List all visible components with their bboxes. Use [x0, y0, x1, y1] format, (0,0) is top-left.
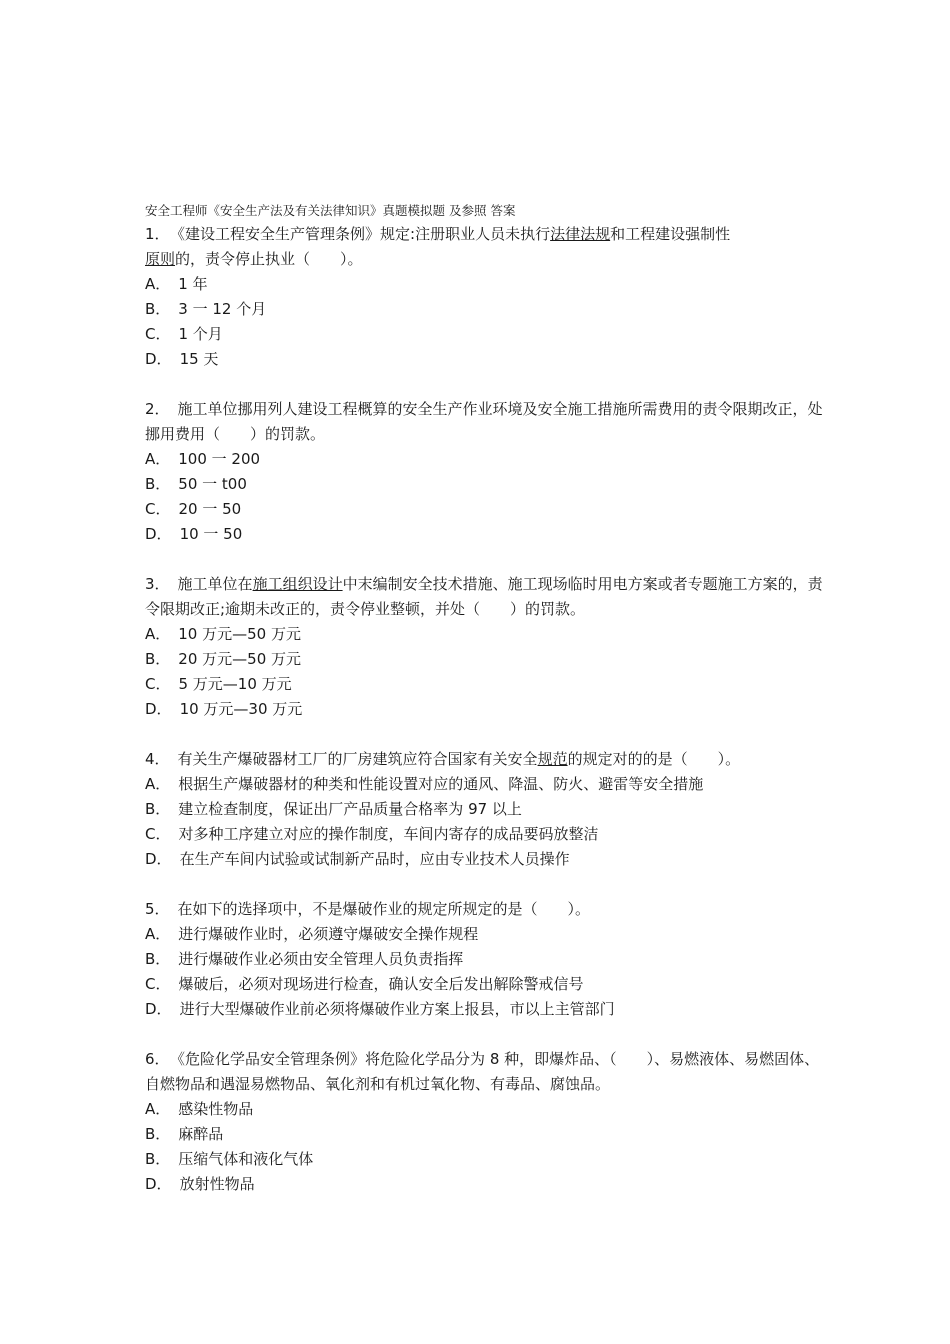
- question-1: [145, 222, 825, 372]
- option-b: [145, 472, 825, 497]
- option-b: [145, 1122, 825, 1147]
- option-letter: C．: [145, 825, 171, 843]
- option-a: [145, 772, 825, 797]
- option-text: 1 年: [178, 275, 208, 293]
- stem-link-yuanze[interactable]: 原则: [145, 250, 176, 268]
- stem-text: 在如下的选择项中，不是爆破作业的规定所规定的是（ ）。: [177, 900, 591, 918]
- option-letter: B．: [145, 1125, 171, 1143]
- question-4: [145, 747, 825, 872]
- option-letter: D．: [145, 850, 172, 868]
- stem-text: 中末编制安全技术措施、施工现场临时用电方案或者专题施工方案的，责令限期改正;逾期未改正的，责令停业整顿，并处（ ）的罚款。: [145, 575, 823, 618]
- option-a: [145, 447, 825, 472]
- option-text: 放射性物品: [179, 1175, 255, 1193]
- option-text: 100 一 200: [178, 450, 261, 468]
- stem-text: 的，责令停止执业（ ）。: [175, 250, 363, 268]
- option-d: [145, 847, 825, 872]
- option-text: 根据生产爆破器材的种类和性能设置对应的通风、降温、防火、避雷等安全措施: [178, 775, 704, 793]
- option-b: [145, 647, 825, 672]
- option-letter: B．: [145, 300, 171, 318]
- option-text: 10 万元—50 万元: [178, 625, 301, 643]
- option-text: 5 万元—10 万元: [178, 675, 292, 693]
- option-letter: A．: [145, 775, 171, 793]
- option-a: [145, 622, 825, 647]
- option-text: 1 个月: [178, 325, 223, 343]
- option-letter: D．: [145, 1175, 172, 1193]
- option-b: [145, 797, 825, 822]
- option-text: 麻醉品: [178, 1125, 224, 1143]
- question-stem: [145, 572, 825, 622]
- option-letter: B．: [145, 650, 171, 668]
- option-text: 50 一 t00: [178, 475, 247, 493]
- option-letter: C．: [145, 500, 171, 518]
- question-number: 5．: [145, 900, 170, 918]
- option-letter: C．: [145, 325, 171, 343]
- stem-text: 施工单位挪用列人建设工程概算的安全生产作业环境及安全施工措施所需费用的责令限期改正，处挪用费用（ ）的罚款。: [145, 400, 823, 443]
- option-text: 10 一 50: [179, 525, 243, 543]
- option-d: [145, 347, 825, 372]
- option-text: 10 万元—30 万元: [179, 700, 303, 718]
- option-c: [145, 972, 825, 997]
- stem-text: 《建设工程安全生产管理条例》规定:注册职业人员未执行: [177, 225, 551, 243]
- option-text: 3 一 12 个月: [178, 300, 267, 318]
- question-number: 3．: [145, 575, 170, 593]
- option-c: [145, 497, 825, 522]
- stem-text: 的规定对的的是（ ）。: [567, 750, 741, 768]
- option-d: [145, 697, 825, 722]
- stem-link-falvfagui[interactable]: 法律法规: [550, 225, 611, 243]
- option-text: 进行爆破作业时，必须遵守爆破安全操作规程: [178, 925, 479, 943]
- option-letter: D．: [145, 1000, 172, 1018]
- option-letter: B．: [145, 1150, 171, 1168]
- option-a: [145, 1097, 825, 1122]
- stem-text: 和工程建设强制性: [610, 225, 731, 243]
- option-c: [145, 322, 825, 347]
- option-d: [145, 997, 825, 1022]
- stem-text: 施工单位在: [177, 575, 253, 593]
- document-page: [145, 200, 825, 1222]
- option-letter: A．: [145, 450, 171, 468]
- stem-link-guifan[interactable]: 规范: [537, 750, 568, 768]
- option-d: [145, 1172, 825, 1197]
- question-number: 2．: [145, 400, 170, 418]
- option-letter: A．: [145, 275, 171, 293]
- option-letter: D．: [145, 350, 172, 368]
- question-3: [145, 572, 825, 722]
- question-6: [145, 1047, 825, 1197]
- option-text: 建立检查制度，保证出厂产品质量合格率为 97 以上: [178, 800, 522, 818]
- option-b: [145, 297, 825, 322]
- option-c: [145, 672, 825, 697]
- option-text: 进行大型爆破作业前必须将爆破作业方案上报县，市以上主管部门: [179, 1000, 615, 1018]
- question-stem: [145, 222, 825, 272]
- option-text: 压缩气体和液化气体: [178, 1150, 314, 1168]
- option-d: [145, 522, 825, 547]
- stem-link-shigong-zuzhi-sheji[interactable]: 施工组织设计: [252, 575, 343, 593]
- stem-text: 《危险化学品安全管理条例》将危险化学品分为 8 种，即爆炸品、（ ）、易燃液体、易燃固体、自燃物品和遇湿易燃物品、氧化剂和有机过氧化物、有毒品、腐蚀品。: [145, 1050, 820, 1093]
- question-5: [145, 897, 825, 1022]
- option-c: [145, 1147, 825, 1172]
- option-text: 20 万元—50 万元: [178, 650, 302, 668]
- option-letter: D．: [145, 525, 172, 543]
- option-letter: B．: [145, 475, 171, 493]
- question-2: [145, 397, 825, 547]
- question-stem: [145, 897, 825, 922]
- option-text: 20 一 50: [178, 500, 242, 518]
- document-title: 安全工程师《安全生产法及有关法律知识》真题模拟题 及参照 答案: [145, 203, 516, 218]
- option-letter: A．: [145, 925, 171, 943]
- option-text: 15 天: [179, 350, 219, 368]
- option-letter: A．: [145, 1100, 171, 1118]
- stem-text: 有关生产爆破器材工厂的厂房建筑应符合国家有关安全: [177, 750, 538, 768]
- question-number: 1．: [145, 225, 170, 243]
- option-a: [145, 272, 825, 297]
- option-letter: C．: [145, 675, 171, 693]
- option-b: [145, 947, 825, 972]
- option-letter: B．: [145, 950, 171, 968]
- question-number: 4．: [145, 750, 170, 768]
- question-number: 6．: [145, 1050, 170, 1068]
- option-text: 爆破后，必须对现场进行检查，确认安全后发出解除警戒信号: [178, 975, 584, 993]
- option-text: 对多种工序建立对应的操作制度，车间内寄存的成品要码放整洁: [178, 825, 599, 843]
- option-letter: A．: [145, 625, 171, 643]
- option-text: 感染性物品: [178, 1100, 254, 1118]
- option-text: 进行爆破作业必须由安全管理人员负责指挥: [178, 950, 464, 968]
- question-stem: [145, 397, 825, 447]
- option-text: 在生产车间内试验或试制新产品时，应由专业技术人员操作: [179, 850, 570, 868]
- option-c: [145, 822, 825, 847]
- question-stem: [145, 747, 825, 772]
- option-letter: B．: [145, 800, 171, 818]
- question-stem: [145, 1047, 825, 1097]
- option-letter: C．: [145, 975, 171, 993]
- option-a: [145, 922, 825, 947]
- option-letter: D．: [145, 700, 172, 718]
